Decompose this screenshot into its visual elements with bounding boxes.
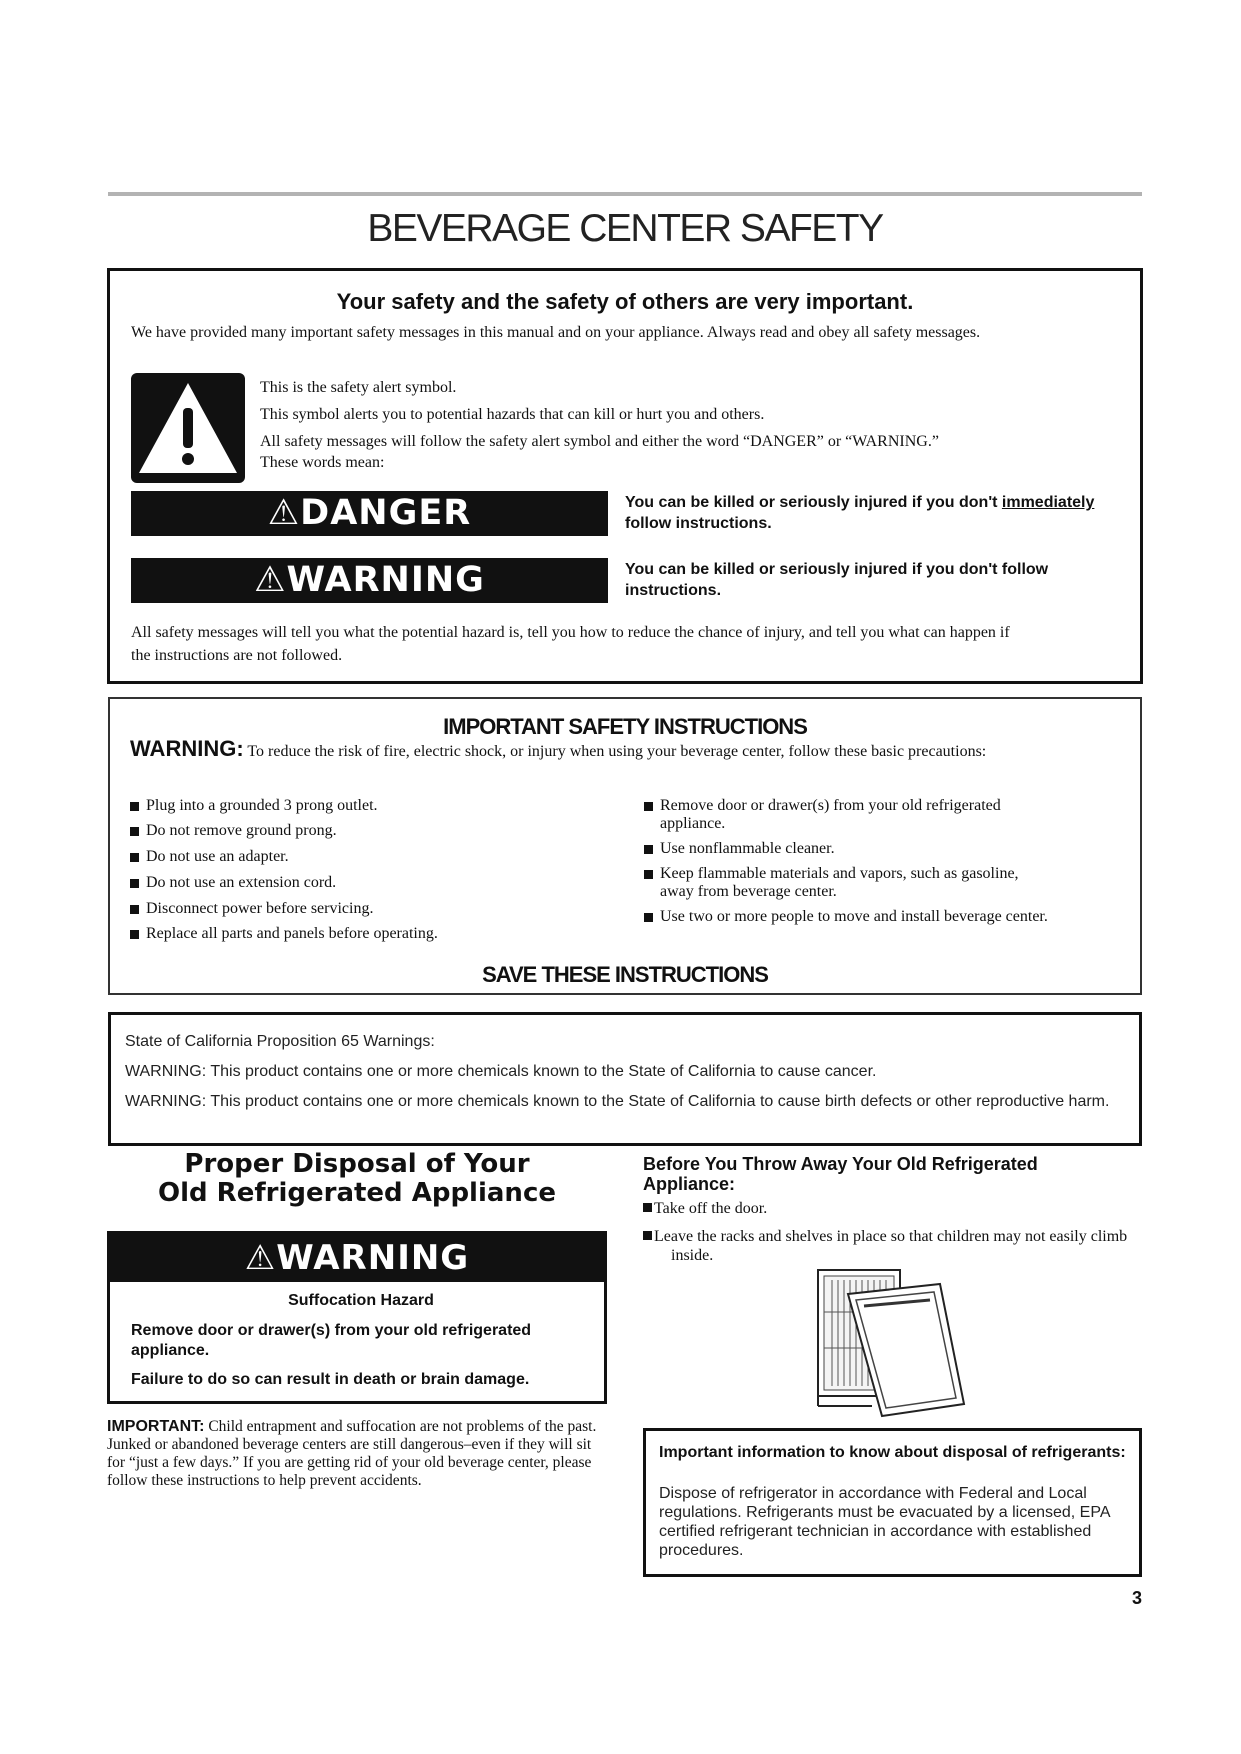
list-item: Do not use an adapter. xyxy=(130,848,630,866)
list-item: Do not use an extension cord. xyxy=(130,874,630,892)
prop65-title: State of California Proposition 65 Warnings: xyxy=(125,1033,435,1050)
safety-intro-text: We have provided many important safety messages in this manual and on your appliance. Always read and obey all safety messages. xyxy=(131,324,981,341)
before-throw-title: Before You Throw Away Your Old Refrigerated Appliance: xyxy=(643,1154,1038,1194)
danger-text xyxy=(625,492,1135,534)
warning-text: You can be killed or seriously injured if you don't follow instructions. xyxy=(625,561,1049,599)
page-number: 3 xyxy=(1131,1588,1142,1608)
hazard-consequence: Failure to do so can result in death or brain damage. xyxy=(131,1371,530,1388)
alert-line-3: All safety messages will follow the safety alert symbol and either the word “DANGER” or “WARNING.” xyxy=(260,433,939,450)
suffocation-warning-bar xyxy=(110,1234,604,1282)
alert-line-2: This symbol alerts you to potential hazards that can kill or hurt you and others. xyxy=(260,406,765,423)
list-item: Keep flammable materials and vapors, such as gasoline, away from beverage center. xyxy=(644,865,1054,901)
danger-text-b: follow instructions. xyxy=(625,515,772,532)
refrigerants-info-box xyxy=(643,1428,1142,1577)
warning-triangle-icon: ⚠ xyxy=(244,1238,277,1278)
warning-triangle-icon: ⚠ xyxy=(267,493,301,533)
important-instructions-box xyxy=(108,697,1142,995)
list-item: Leave the racks and shelves in place so that children may not easily climb inside. xyxy=(643,1227,1133,1265)
prop65-warning-cancer: WARNING: This product contains one or more chemicals known to the State of California to cause cancer. xyxy=(125,1063,877,1080)
list-item: Do not remove ground prong. xyxy=(130,822,630,840)
important-text: Child entrapment and suffocation are not problems of the past. Junked or abandoned beverage centers are still dangerous–even if they will sit for “just a few days.” If you are getting rid of your old beverage center, please follow these instructions to help prevent accidents. xyxy=(107,1418,597,1489)
danger-text-emphasis: immediately xyxy=(1001,494,1095,511)
list-item: Use nonflammable cleaner. xyxy=(644,840,1054,858)
instructions-warning-text: To reduce the risk of fire, electric shock, or injury when using your beverage center, follow these basic precautions: xyxy=(247,743,987,760)
precautions-right-list xyxy=(644,797,1054,926)
list-item: Replace all parts and panels before operating. xyxy=(130,925,630,943)
safety-alert-icon xyxy=(131,373,245,483)
refrigerants-title: Important information to know about disposal of refrigerants: xyxy=(659,1444,1126,1461)
important-note xyxy=(107,1418,607,1490)
instructions-warning xyxy=(130,736,1120,762)
instructions-heading: IMPORTANT SAFETY INSTRUCTIONS xyxy=(443,714,807,739)
list-item: Disconnect power before servicing. xyxy=(130,900,630,918)
list-item: Use two or more people to move and install beverage center. xyxy=(644,908,1054,926)
prop65-warning-birth-defects: WARNING: This product contains one or more chemicals known to the State of California to cause birth defects or other reproductive harm. xyxy=(125,1093,1110,1110)
list-item: Take off the door. xyxy=(643,1199,1133,1218)
top-rule xyxy=(108,192,1142,196)
prop65-box xyxy=(108,1012,1142,1146)
danger-text-a: You can be killed or seriously injured if you don't xyxy=(625,494,1002,511)
save-instructions-heading: SAVE THESE INSTRUCTIONS xyxy=(482,962,768,987)
list-item: Plug into a grounded 3 prong outlet. xyxy=(130,797,630,815)
refrigerants-body: Dispose of refrigerator in accordance with Federal and Local regulations. Refrigerants must be evacuated by a licensed, EPA certified refrigerant technician in accordance with established procedures. xyxy=(659,1485,1110,1559)
hazard-instruction: Remove door or drawer(s) from your old refrigerated appliance. xyxy=(131,1322,532,1359)
list-item: Remove door or drawer(s) from your old refrigerated appliance. xyxy=(644,797,1054,833)
hazard-title: Suffocation Hazard xyxy=(288,1292,434,1309)
suffocation-warning-box xyxy=(107,1231,607,1404)
alert-line-4: These words mean: xyxy=(260,454,385,471)
disposal-title xyxy=(108,1150,606,1208)
warning-label: WARNING xyxy=(286,560,485,600)
disposal-title-line1: Proper Disposal of Your xyxy=(184,1149,530,1179)
suffocation-warning-label: WARNING xyxy=(276,1238,470,1278)
before-throw-list xyxy=(643,1199,1133,1274)
warning-signal-bar xyxy=(131,558,608,603)
danger-signal-bar xyxy=(131,491,608,536)
disposal-title-line2: Old Refrigerated Appliance xyxy=(158,1178,556,1208)
safety-intro-box xyxy=(107,268,1143,684)
precautions-left-list xyxy=(130,797,630,943)
alert-line-1: This is the safety alert symbol. xyxy=(260,379,457,396)
instructions-warning-label: WARNING: xyxy=(130,736,244,761)
page-title: BEVERAGE CENTER SAFETY xyxy=(367,207,883,250)
safety-footer-text: All safety messages will tell you what the potential hazard is, tell you how to reduce the chance of injury, and tell you what can happen if the instructions are not followed. xyxy=(131,624,1010,664)
refrigerator-door-removed-illustration xyxy=(812,1266,972,1420)
danger-label: DANGER xyxy=(300,493,472,533)
safety-heading: Your safety and the safety of others are very important. xyxy=(336,289,914,314)
warning-triangle-icon: ⚠ xyxy=(254,560,287,600)
important-label: IMPORTANT: xyxy=(107,1418,205,1435)
